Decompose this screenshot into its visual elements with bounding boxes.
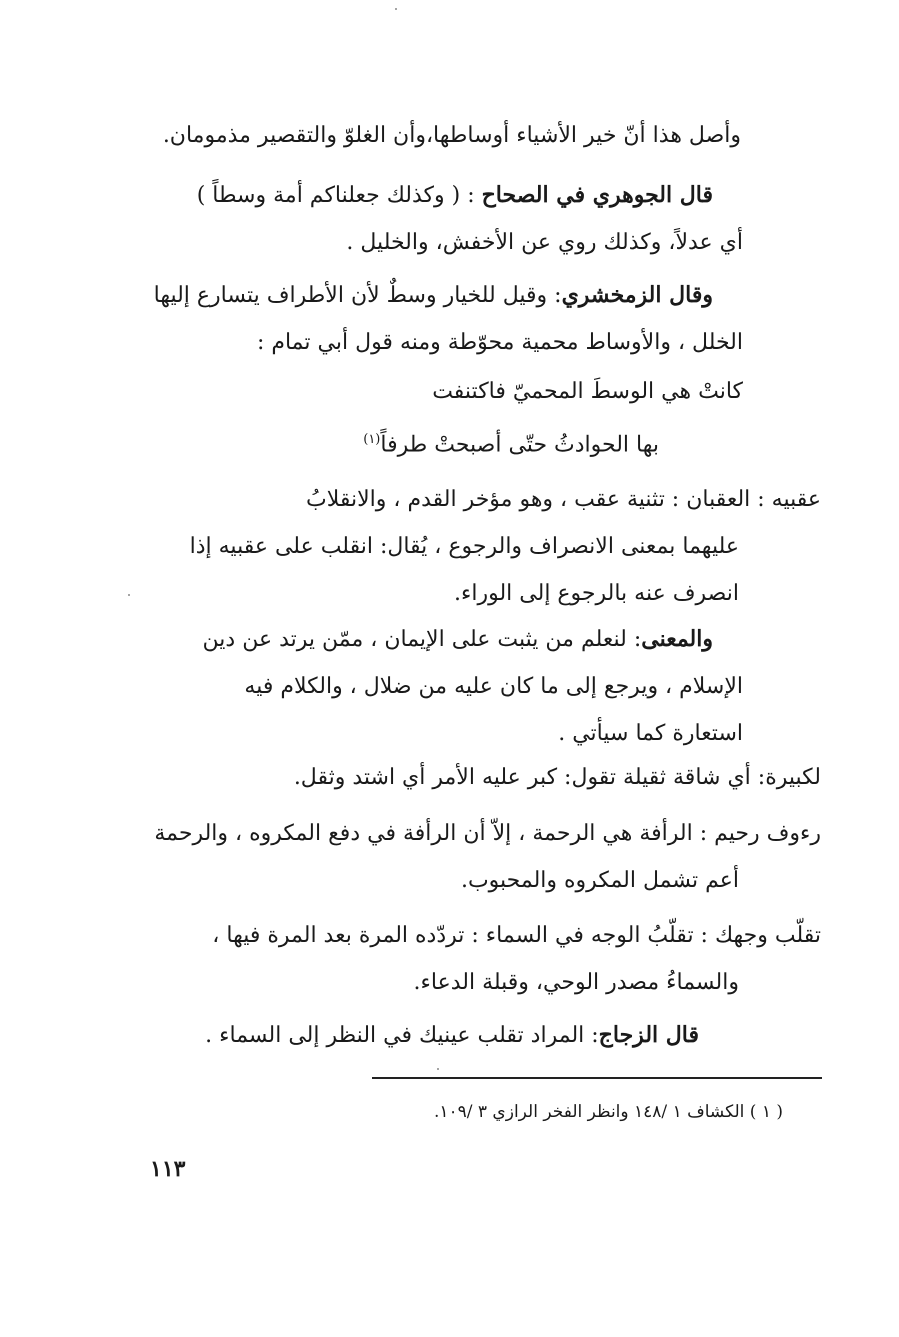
paragraph-9 bbox=[179, 1012, 739, 1059]
paragraph-lead: قال الجوهري في الصحاح bbox=[481, 182, 713, 208]
paragraph-7 bbox=[151, 810, 821, 904]
paragraph-text: : لنعلم من يثبت على الإيمان ، ممّن يرتد عن دين bbox=[202, 627, 642, 652]
paragraph-line: لكبيرة: أي شاقة ثقيلة تقول: كبر عليه الأمر أي اشتد وثقل. bbox=[293, 765, 821, 790]
paragraph-line: وأصل هذا أنّ خير الأشياء أوساطها،وأن الغلوّ والتقصير مذمومان. bbox=[162, 123, 741, 148]
scan-speck bbox=[395, 8, 397, 10]
poem-line-1 bbox=[432, 372, 743, 412]
footnote-text: ( ١ ) الكشاف ١ /١٤٨ وانظر الفخر الرازي ٣ /١٠٩. bbox=[433, 1102, 783, 1122]
paragraph-line: تقلّب وجهك : تقلّبُ الوجه في السماء : تردّده المرة بعد المرة فيها ، bbox=[212, 923, 821, 948]
footnote-separator bbox=[372, 1077, 822, 1079]
paragraph-2 bbox=[153, 172, 743, 266]
paragraph-line: والسماءُ مصدر الوحي، وقبلة الدعاء. bbox=[413, 970, 739, 995]
paragraph-lead: والمعنى bbox=[641, 626, 713, 652]
poem-line-2 bbox=[363, 420, 659, 465]
paragraph-line bbox=[179, 1012, 739, 1059]
paragraph-line: أي عدلاً، وكذلك روي عن الأخفش، والخليل . bbox=[346, 230, 743, 255]
paragraph-6 bbox=[151, 754, 821, 801]
poem-text: بها الحوادثُ حتّى أصبحتْ طرفاً bbox=[380, 432, 659, 458]
scan-speck bbox=[437, 1068, 439, 1070]
paragraph-line bbox=[153, 616, 743, 663]
paragraph-4 bbox=[151, 476, 821, 617]
page-number: ١١٣ bbox=[150, 1156, 186, 1182]
paragraph-text: : ( وكذلك جعلناكم أمة وسطاً ) bbox=[196, 183, 482, 208]
paragraph-lead: وقال الزمخشري bbox=[561, 282, 713, 308]
paragraph-line: انصرف عنه بالرجوع إلى الوراء. bbox=[454, 581, 739, 606]
paragraph-line bbox=[153, 172, 743, 219]
poem-text: كانتْ هي الوسطَ المحميّ فاكتنفت bbox=[432, 379, 743, 404]
paragraph-line: الخلل ، والأوساط محمية محوّطة ومنه قول أبي تمام : bbox=[256, 330, 743, 355]
scan-speck bbox=[128, 594, 130, 596]
paragraph-5 bbox=[153, 616, 743, 757]
paragraph-line: الإسلام ، ويرجع إلى ما كان عليه من ضلال ، والكلام فيه bbox=[244, 674, 743, 699]
paragraph-line: رءوف رحيم : الرأفة هي الرحمة ، إلاّ أن الرأفة في دفع المكروه ، والرحمة bbox=[154, 821, 821, 846]
paragraph-3 bbox=[153, 272, 743, 366]
paragraph-line: استعارة كما سيأتي . bbox=[558, 721, 743, 746]
paragraph-text: : المراد تقلب عينيك في النظر إلى السماء . bbox=[205, 1023, 599, 1048]
footnote bbox=[434, 1100, 783, 1124]
paragraph-line: عليهما بمعنى الانصراف والرجوع ، يُقال: انقلب على عقبيه إذا bbox=[189, 534, 739, 559]
footnote-marker: (١) bbox=[363, 432, 381, 447]
paragraph-8 bbox=[151, 912, 821, 1006]
paragraph-lead: قال الزجاج bbox=[598, 1022, 699, 1048]
paragraph-line: أعم تشمل المكروه والمحبوب. bbox=[460, 868, 739, 893]
paragraph-text: : وقيل للخيار وسطٌ لأن الأطراف يتسارع إليها bbox=[153, 283, 562, 308]
paragraph-line bbox=[153, 272, 743, 319]
paragraph-1 bbox=[141, 112, 741, 159]
paragraph-line: عقبيه : العقبان : تثنية عقب ، وهو مؤخر القدم ، والانقلابُ bbox=[306, 487, 821, 512]
